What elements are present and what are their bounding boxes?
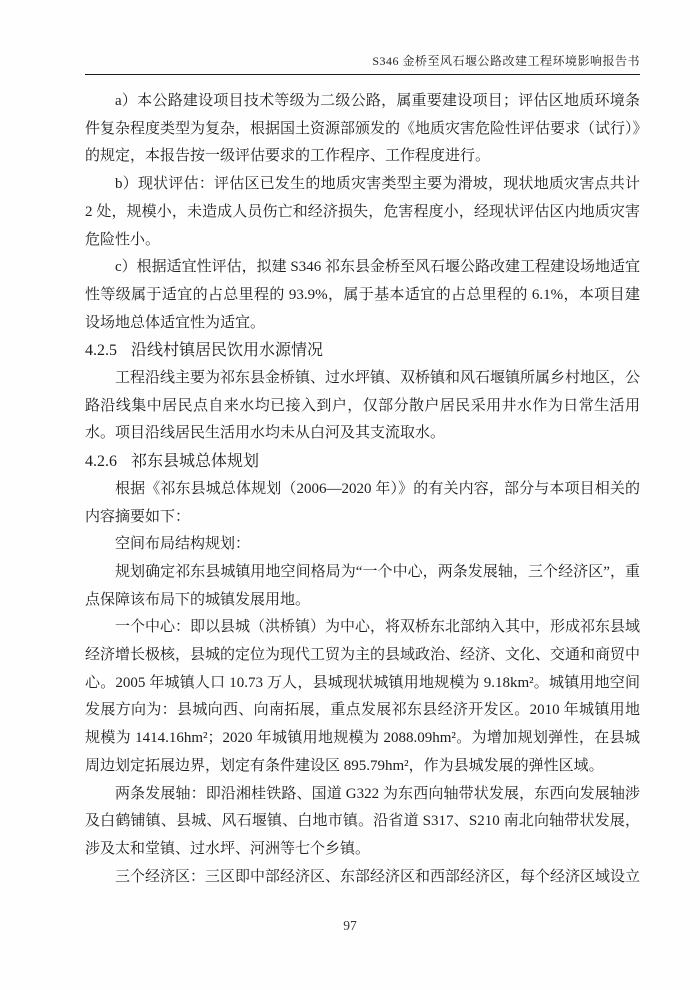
section-number: 4.2.6 (85, 453, 117, 471)
page-header (85, 52, 640, 75)
paragraph-c: c）根据适宜性评估，拟建 S346 祁东县金桥至风石堰公路改建工程建设场地适宜性等级属于适宜的占总里程的 93.9%，属于基本适宜的占总里程的 6.1%，本项目建设场地总体适宜性为适宜。 (85, 259, 641, 331)
paragraph-b: b）现状评估：评估区已发生的地质灾害类型主要为滑坡，现状地质灾害点共计 2 处，规模小，未造成人员伤亡和经济损失，危害程度小，经现状评估区内地质灾害危险性小。 (85, 176, 640, 248)
section-title: 沿线村镇居民饮用水源情况 (131, 342, 324, 360)
paragraph-a: a）本公路建设项目技术等级为二级公路，属重要建设项目；评估区地质环境条件复杂程度类型为复杂，根据国土资源部颁发的《地质灾害危险性评估要求（试行）》的规定，本报告按一级评估要求的工作程序、工作程度进行。 (85, 93, 641, 165)
section-number: 4.2.5 (85, 342, 117, 360)
section-title: 祁东县城总体规划 (131, 453, 260, 471)
paragraph-water-sources: 工程沿线主要为祁东县金桥镇、过水坪镇、双桥镇和风石堰镇所属乡村地区，公路沿线集中居民点自来水均已接入到户，仅部分散户居民采用井水作为日常生活用水。项目沿线居民生活用水均未从白河及其支流取水。 (85, 370, 641, 442)
paragraph-layout: 规划确定祁东县城镇用地空间格局为“一个中心，两条发展轴，三个经济区”，重点保障该布局下的城镇发展用地。 (85, 563, 640, 608)
section-heading-4-2-5 (85, 337, 640, 365)
paragraph-one-center: 一个中心：即以县城（洪桥镇）为中心，将双桥东北部纳入其中，形成祁东县域经济增长极核，县城的定位为现代工贸为主的县域政治、经济、文化、交通和商贸中心。2005 年城镇人口 10.73 万人，县城现状城镇用地规模为 9.18km²。城镇用地空间发展方向为：县城向西、向南拓展，重点发展祁东县经济开发区。2010 年城镇用地规模为 1414.16hm²；2020 年城镇用地规模为 2088.09hm²。为增加规划弹性，在县城周边划定拓展边界，划定有条件建设区 895.79hm²，作为县城发展的弹性区域。 (85, 619, 641, 774)
page-footer (0, 918, 700, 934)
paragraph-plan-intro: 根据《祁东县城总体规划（2006—2020 年）》的有关内容，部分与本项目相关的内容摘要如下： (85, 480, 640, 525)
report-title: S346 金桥至风石堰公路改建工程环境影响报告书 (372, 54, 640, 68)
paragraph-three-zones: 三个经济区：三区即中部经济区、东部经济区和西部经济区，每个经济区域设立 (115, 868, 641, 885)
paragraph-spatial-label: 空间布局结构规划： (115, 536, 251, 553)
paragraph-two-axes: 两条发展轴：即沿湘桂铁路、国道 G322 为东西向轴带状发展，东西向发展轴涉及白鹤铺镇、县城、风石堰镇、白地市镇。沿省道 S317、S210 南北向轴带状发展，涉及太和堂镇、过水坪、河洲等七个乡镇。 (85, 785, 640, 857)
document-body (85, 88, 640, 891)
page-number: 97 (343, 918, 357, 933)
section-heading-4-2-6 (85, 448, 640, 476)
